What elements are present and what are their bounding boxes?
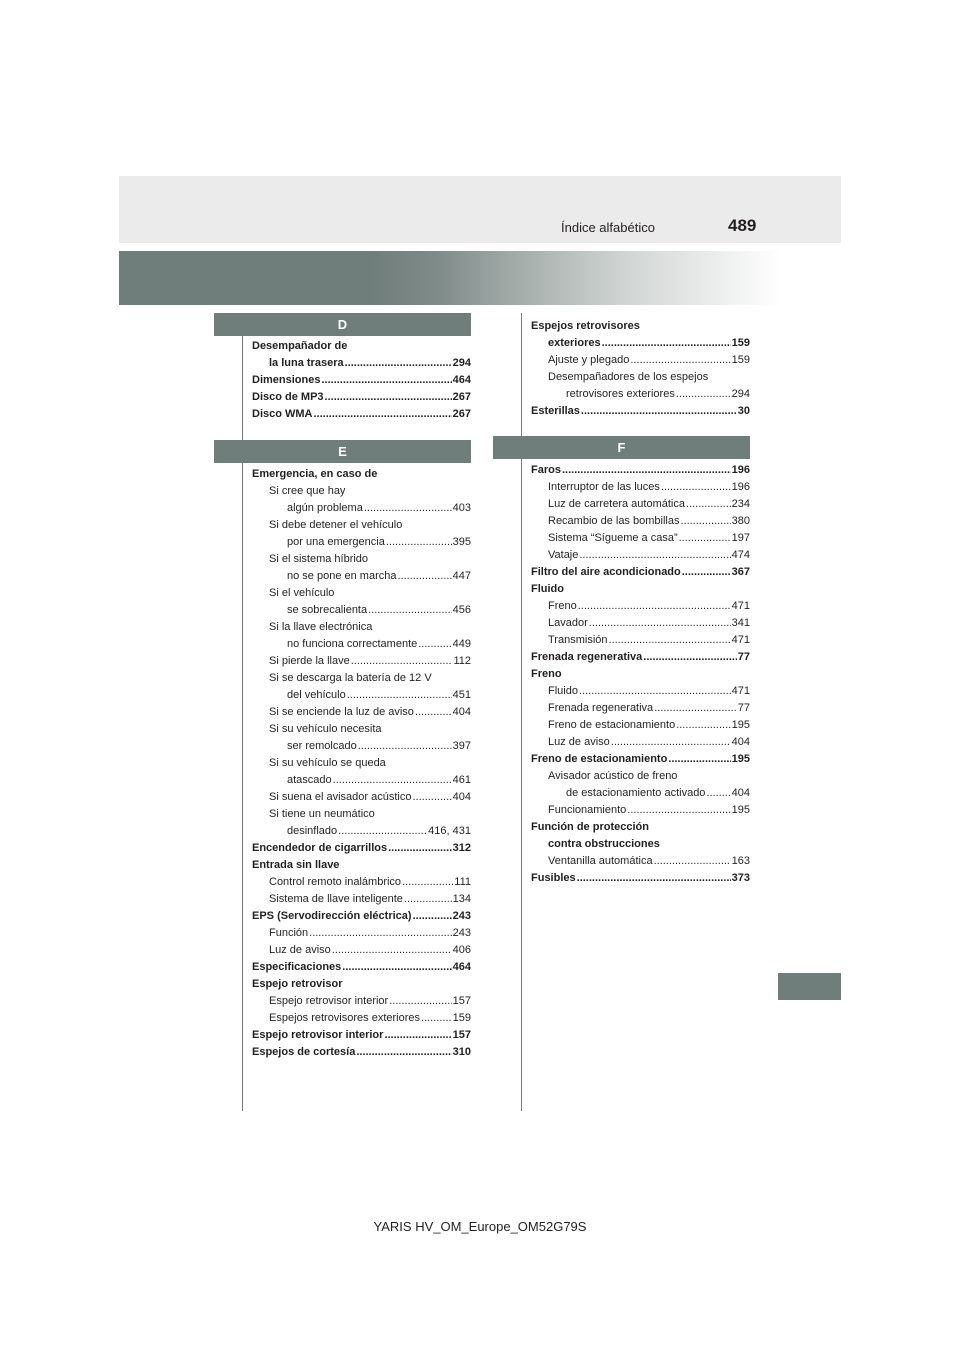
index-entry	[531, 403, 750, 420]
entry-term: Espejos retrovisores	[531, 320, 640, 332]
index-list-e-continued	[531, 318, 750, 420]
entry-term: Si cree que hay	[269, 485, 346, 497]
entry-page: 447	[452, 570, 471, 582]
index-list-e	[252, 466, 471, 1061]
index-entry	[252, 959, 471, 976]
entry-page: 310	[452, 1046, 471, 1058]
entry-term: Ventanilla automática	[548, 855, 653, 867]
entry-term: Dimensiones	[252, 374, 321, 386]
entry-term: Ajuste y plegado	[548, 354, 630, 366]
entry-term: Espejos de cortesía	[252, 1046, 356, 1058]
entry-term: Freno de estacionamiento	[531, 753, 668, 765]
entry-term: Espejo retrovisor interior	[252, 1029, 384, 1041]
index-entry	[252, 908, 471, 925]
index-entry	[531, 751, 750, 768]
entry-page: 196	[731, 464, 750, 476]
index-entry	[531, 836, 750, 853]
index-subentry	[252, 823, 471, 840]
index-subentry	[252, 500, 471, 517]
index-subentry	[252, 704, 471, 721]
index-subentry	[531, 615, 750, 632]
entry-term: Espejos retrovisores exteriores	[269, 1012, 421, 1024]
chapter-thumb-tab	[778, 973, 841, 1000]
entry-page: 196	[731, 481, 750, 493]
entry-page: 395	[452, 536, 471, 548]
index-subentry	[531, 513, 750, 530]
entry-term: Si suena el avisador acústico	[269, 791, 412, 803]
index-subentry	[252, 772, 471, 789]
entry-page: 197	[731, 532, 750, 544]
entry-term: Funcionamiento	[548, 804, 627, 816]
index-subentry	[252, 534, 471, 551]
index-subentry	[531, 717, 750, 734]
entry-term: retrovisores exteriores	[566, 388, 675, 400]
entry-term: Control remoto inalámbrico	[269, 876, 402, 888]
index-subentry	[252, 585, 471, 602]
entry-page: 163	[731, 855, 750, 867]
index-subentry	[252, 993, 471, 1010]
index-subentry	[531, 352, 750, 369]
index-entry	[252, 372, 471, 389]
footer-document-id: YARIS HV_OM_Europe_OM52G79S	[373, 1219, 587, 1234]
entry-page: 77	[737, 702, 750, 714]
entry-page: 243	[452, 910, 471, 922]
index-subentry	[252, 789, 471, 806]
index-subentry	[252, 517, 471, 534]
index-subentry	[531, 768, 750, 785]
index-subentry	[252, 653, 471, 670]
entry-term: Especificaciones	[252, 961, 342, 973]
entry-page: 464	[452, 374, 471, 386]
entry-page: 367	[731, 566, 750, 578]
entry-term: Si debe detener el vehículo	[269, 519, 403, 531]
entry-term: no se pone en marcha	[287, 570, 397, 582]
entry-term: del vehículo	[287, 689, 346, 701]
entry-term: Desempañadores de los espejos	[548, 371, 709, 383]
entry-term: Disco de MP3	[252, 391, 324, 403]
entry-page: 403	[452, 502, 471, 514]
index-subentry	[531, 369, 750, 386]
entry-term: Si la llave electrónica	[269, 621, 373, 633]
index-entry	[252, 406, 471, 423]
entry-term: exteriores	[548, 337, 601, 349]
entry-term: Luz de aviso	[548, 736, 610, 748]
index-entry	[531, 581, 750, 598]
entry-page: 341	[731, 617, 750, 629]
index-subentry	[252, 721, 471, 738]
entry-term: Si su vehículo se queda	[269, 757, 386, 769]
index-subentry	[252, 619, 471, 636]
entry-term: Si se descarga la batería de 12 V	[269, 672, 432, 684]
entry-term: de estacionamiento activado	[566, 787, 706, 799]
entry-page: 471	[731, 685, 750, 697]
entry-term: EPS (Servodirección eléctrica)	[252, 910, 412, 922]
entry-page: 294	[731, 388, 750, 400]
index-entry	[531, 666, 750, 683]
entry-term: ser remolcado	[287, 740, 357, 752]
entry-term: Freno de estacionamiento	[548, 719, 676, 731]
entry-term: desinflado	[287, 825, 338, 837]
index-entry	[252, 1044, 471, 1061]
entry-page: 449	[452, 638, 471, 650]
index-subentry	[252, 636, 471, 653]
entry-page: 373	[731, 872, 750, 884]
index-entry	[252, 976, 471, 993]
index-subentry	[252, 806, 471, 823]
entry-term: Función	[269, 927, 309, 939]
letter-heading-d: D	[214, 313, 471, 336]
entry-term: Fluido	[531, 583, 564, 595]
index-subentry	[531, 496, 750, 513]
index-entry	[252, 840, 471, 857]
entry-term: Encendedor de cigarrillos	[252, 842, 388, 854]
entry-page: 404	[731, 787, 750, 799]
section-title: Índice alfabético	[561, 220, 655, 235]
index-entry	[252, 466, 471, 483]
page-number: 489	[728, 216, 757, 235]
index-entry	[531, 318, 750, 335]
entry-term: Frenada regenerativa	[531, 651, 643, 663]
index-subentry	[252, 738, 471, 755]
entry-page: 112	[453, 655, 471, 667]
entry-page: 451	[452, 689, 471, 701]
entry-term: Sistema de llave inteligente	[269, 893, 403, 905]
entry-term: Desempañador de	[252, 340, 348, 352]
entry-term: Espejo retrovisor interior	[269, 995, 389, 1007]
entry-page: 474	[731, 549, 750, 561]
index-subentry	[252, 551, 471, 568]
entry-page: 471	[731, 600, 750, 612]
entry-term: Filtro del aire acondicionado	[531, 566, 681, 578]
entry-term: Freno	[531, 668, 562, 680]
index-subentry	[252, 602, 471, 619]
entry-page: 312	[452, 842, 471, 854]
index-subentry	[531, 386, 750, 403]
index-subentry	[531, 853, 750, 870]
index-entry	[531, 870, 750, 887]
entry-term: Faros	[531, 464, 561, 476]
index-subentry	[252, 1010, 471, 1027]
entry-term: se sobrecalienta	[287, 604, 368, 616]
left-column-rule	[242, 313, 243, 1111]
index-entry	[252, 355, 471, 372]
letter-heading-f: F	[493, 436, 750, 459]
index-entry	[531, 335, 750, 352]
index-subentry	[252, 942, 471, 959]
index-subentry	[252, 670, 471, 687]
entry-page: 111	[454, 876, 471, 888]
index-entry	[531, 564, 750, 581]
entry-page: 404	[452, 791, 471, 803]
entry-page: 243	[452, 927, 471, 939]
entry-page: 30	[737, 405, 750, 417]
entry-page: 77	[737, 651, 750, 663]
entry-term: Esterillas	[531, 405, 580, 417]
entry-term: Espejo retrovisor	[252, 978, 343, 990]
index-subentry	[252, 755, 471, 772]
entry-term: Lavador	[548, 617, 588, 629]
entry-term: Luz de carretera automática	[548, 498, 685, 510]
entry-term: Si el vehículo	[269, 587, 335, 599]
entry-term: Recambio de las bombillas	[548, 515, 680, 527]
entry-term: Vataje	[548, 549, 579, 561]
entry-term: Sistema “Sígueme a casa”	[548, 532, 678, 544]
index-entry	[252, 1027, 471, 1044]
index-subentry	[252, 925, 471, 942]
entry-page: 397	[452, 740, 471, 752]
entry-page: 195	[731, 804, 750, 816]
entry-page: 267	[452, 408, 471, 420]
index-subentry	[531, 700, 750, 717]
index-subentry	[531, 734, 750, 751]
index-subentry	[252, 568, 471, 585]
index-subentry	[531, 683, 750, 700]
index-subentry	[531, 802, 750, 819]
entry-page: 267	[452, 391, 471, 403]
entry-page: 195	[731, 753, 750, 765]
index-subentry	[252, 483, 471, 500]
entry-page: 159	[452, 1012, 471, 1024]
entry-term: Fusibles	[531, 872, 576, 884]
entry-page: 157	[452, 1029, 471, 1041]
entry-term: por una emergencia	[287, 536, 385, 548]
entry-term: Si el sistema híbrido	[269, 553, 369, 565]
entry-page: 456	[452, 604, 471, 616]
index-entry	[531, 649, 750, 666]
entry-page: 471	[731, 634, 750, 646]
entry-term: Avisador acústico de freno	[548, 770, 678, 782]
entry-term: Si tiene un neumático	[269, 808, 375, 820]
index-subentry	[531, 632, 750, 649]
entry-page: 404	[452, 706, 471, 718]
entry-term: Freno	[548, 600, 577, 612]
entry-term: Transmisión	[548, 634, 608, 646]
entry-page: 195	[731, 719, 750, 731]
index-subentry	[531, 598, 750, 615]
entry-term: Entrada sin llave	[252, 859, 340, 871]
index-subentry	[531, 479, 750, 496]
entry-term: Emergencia, en caso de	[252, 468, 378, 480]
entry-page: 159	[731, 337, 750, 349]
entry-page: 404	[731, 736, 750, 748]
index-entry	[252, 857, 471, 874]
index-subentry	[531, 547, 750, 564]
entry-term: Si su vehículo necesita	[269, 723, 382, 735]
entry-page: 416, 431	[428, 825, 471, 837]
entry-term: Disco WMA	[252, 408, 313, 420]
entry-term: Luz de aviso	[269, 944, 331, 956]
entry-page: 134	[452, 893, 471, 905]
entry-page: 464	[452, 961, 471, 973]
entry-page: 159	[731, 354, 750, 366]
index-entry	[531, 462, 750, 479]
index-subentry	[252, 687, 471, 704]
header-gradient-band	[119, 251, 781, 305]
index-subentry	[252, 891, 471, 908]
index-entry	[531, 819, 750, 836]
right-column-rule	[521, 313, 522, 1111]
letter-heading-e: E	[214, 440, 471, 463]
index-list-f	[531, 462, 750, 887]
entry-page: 406	[452, 944, 471, 956]
entry-term: Si se enciende la luz de aviso	[269, 706, 414, 718]
index-subentry	[531, 785, 750, 802]
entry-term: Frenada regenerativa	[548, 702, 654, 714]
entry-term: la luna trasera	[269, 357, 344, 369]
entry-page: 234	[731, 498, 750, 510]
entry-page: 157	[452, 995, 471, 1007]
index-entry	[252, 389, 471, 406]
index-subentry	[531, 530, 750, 547]
entry-term: algún problema	[287, 502, 363, 514]
entry-term: Función de protección	[531, 821, 649, 833]
entry-page: 461	[452, 774, 471, 786]
entry-term: Si pierde la llave	[269, 655, 350, 667]
index-subentry	[252, 874, 471, 891]
entry-term: no funciona correctamente	[287, 638, 418, 650]
entry-page: 294	[452, 357, 471, 369]
entry-term: Fluido	[548, 685, 578, 697]
entry-term: atascado	[287, 774, 332, 786]
entry-term: Interruptor de las luces	[548, 481, 660, 493]
entry-term: contra obstrucciones	[548, 838, 660, 850]
index-entry	[252, 338, 471, 355]
entry-page: 380	[731, 515, 750, 527]
index-list-d	[252, 338, 471, 423]
